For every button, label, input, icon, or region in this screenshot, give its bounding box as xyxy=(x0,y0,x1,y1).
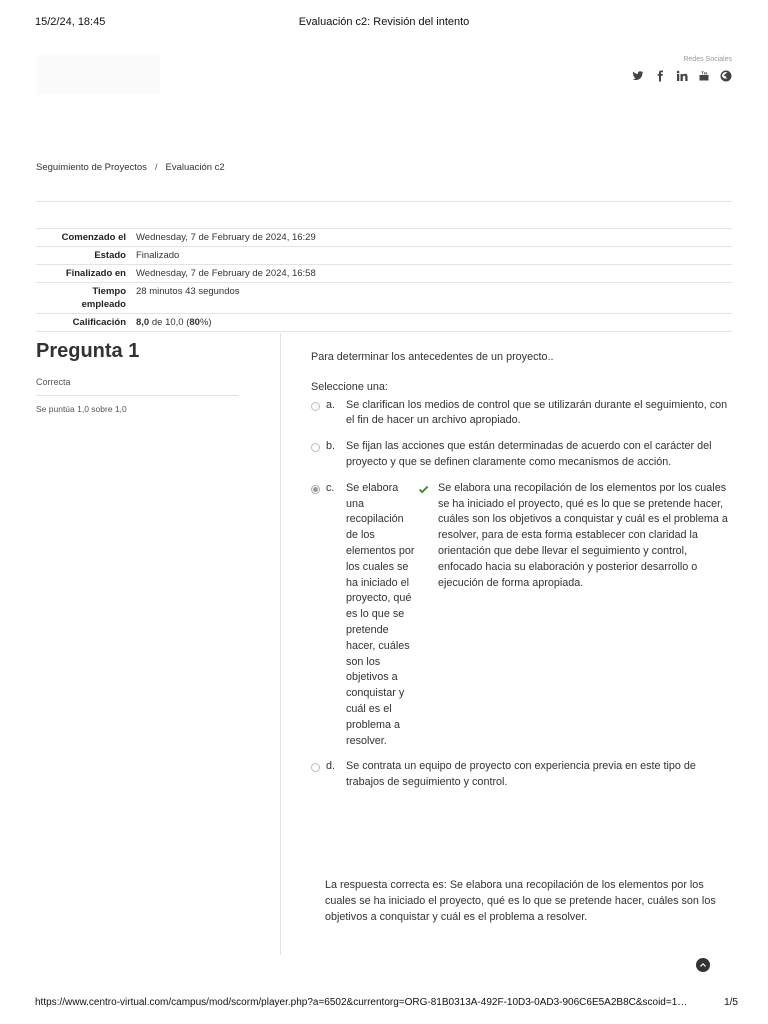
answer-option-d[interactable] xyxy=(311,759,731,791)
twitter-icon[interactable] xyxy=(631,69,644,82)
summary-key: Comenzado el xyxy=(61,232,126,243)
question-info xyxy=(36,340,238,414)
print-page-number: 1/5 xyxy=(724,997,738,1008)
answer-letter: d. xyxy=(326,760,336,773)
summary-key: Calificación xyxy=(72,317,126,328)
summary-key-line: Tiempo xyxy=(92,286,126,297)
summary-key: Estado xyxy=(94,250,126,261)
chevron-up-icon xyxy=(699,961,707,969)
summary-row-time xyxy=(36,282,732,313)
question-content xyxy=(311,350,731,801)
grade-score: 8,0 xyxy=(136,317,150,328)
answer-option-c[interactable] xyxy=(311,481,731,750)
summary-value: Wednesday, 7 de February de 2024, 16:29 xyxy=(136,232,316,243)
answer-text: Se elabora una recopilación de los elementos por los cuales se ha iniciado el proyecto, qué es lo que se pretende hacer, cuáles son los objetivos a conquistar y cuál es el problema a resolver. xyxy=(346,481,415,747)
column-divider xyxy=(280,333,281,955)
question-state: Correcta xyxy=(36,377,238,396)
facebook-icon[interactable] xyxy=(653,69,666,82)
question-prompt: Seleccione una: xyxy=(311,380,388,393)
correct-answer-feedback: La respuesta correcta es: Se elabora una recopilación de los elementos por los cuales se ha iniciado el proyecto, qué es lo que se pretende hacer, cuáles son los objetivos a conquistar y cuál es el problema a resolver. xyxy=(311,870,733,933)
answer-text: Se contrata un equipo de proyecto con experiencia previa en este tipo de trabajos de seguimiento y control. xyxy=(346,760,696,789)
radio-button-selected[interactable] xyxy=(311,485,320,494)
question-title: Pregunta 1 xyxy=(36,340,140,362)
answer-letter: a. xyxy=(326,398,336,411)
scroll-to-top-button[interactable] xyxy=(696,958,710,972)
question-text: Para determinar los antecedentes de un proyecto.. xyxy=(311,351,554,363)
summary-row-grade xyxy=(36,313,732,332)
answer-option-a[interactable] xyxy=(311,398,731,430)
breadcrumb-current[interactable]: Evaluación c2 xyxy=(165,162,225,173)
print-url: https://www.centro-virtual.com/campus/mod/scorm/player.php?a=6502&currentorg=ORG-81B0313A-492F-10D3-0AD3-906C6E5A2B8C&scoid=1… xyxy=(35,997,688,1008)
summary-value: 28 minutos 43 segundos xyxy=(136,286,240,297)
summary-value: Wednesday, 7 de February de 2024, 16:58 xyxy=(136,268,316,279)
grade-percent: 80 xyxy=(189,317,200,328)
linkedin-icon[interactable] xyxy=(675,69,688,82)
print-header xyxy=(0,16,768,32)
header-divider xyxy=(36,201,732,202)
globe-icon[interactable] xyxy=(719,69,732,82)
summary-row-state xyxy=(36,246,732,264)
breadcrumb-separator: / xyxy=(154,162,158,173)
answer-text: Se clarifican los medios de control que se utilizarán durante el seguimiento, con el fin de hacer un archivo apropiado. xyxy=(346,398,728,427)
summary-row-started xyxy=(36,228,732,246)
radio-button[interactable] xyxy=(311,763,320,772)
answer-letter: c. xyxy=(326,481,335,494)
grade-end: %) xyxy=(199,317,212,328)
answer-text: Se fijan las acciones que están determinadas de acuerdo con el carácter del proyecto y que se definen claramente como mecanismos de acción. xyxy=(346,440,712,468)
breadcrumb xyxy=(36,162,225,173)
question-grade: Se puntúa 1,0 sobre 1,0 xyxy=(36,404,127,414)
answer-letter: b. xyxy=(326,440,336,453)
youtube-icon[interactable] xyxy=(697,69,710,82)
summary-key: Finalizado en xyxy=(65,268,126,279)
summary-key xyxy=(36,283,130,313)
site-logo[interactable] xyxy=(36,55,160,95)
breadcrumb-course-link[interactable]: Seguimiento de Proyectos xyxy=(36,162,147,173)
social-label: Redes Sociales xyxy=(683,56,732,63)
social-links xyxy=(631,56,732,82)
summary-value: Finalizado xyxy=(136,250,180,261)
answer-option-b[interactable] xyxy=(311,439,731,471)
radio-button[interactable] xyxy=(311,443,320,452)
answer-feedback: Se elabora una recopilación de los elementos por los cuales se ha iniciado el proyecto, qué es lo que se pretende hacer, cuáles son los objetivos a conquistar y cuál es el problema a resolver, para de esta forma establecer con claridad la orientación que debe llevar el seguimiento y control, enfocado hacia su elaboración y posterior desarrollo o ejecución de forma apropiada. xyxy=(438,481,728,589)
summary-value xyxy=(130,314,212,331)
attempt-summary-table xyxy=(36,228,732,332)
grade-mid: de 10,0 ( xyxy=(149,317,190,328)
summary-key-line: empleado xyxy=(81,299,126,310)
check-icon xyxy=(418,481,432,501)
radio-button[interactable] xyxy=(311,402,320,411)
summary-row-finished xyxy=(36,264,732,282)
print-datetime: 15/2/24, 18:45 xyxy=(35,16,106,28)
print-title: Evaluación c2: Revisión del intento xyxy=(298,16,470,28)
